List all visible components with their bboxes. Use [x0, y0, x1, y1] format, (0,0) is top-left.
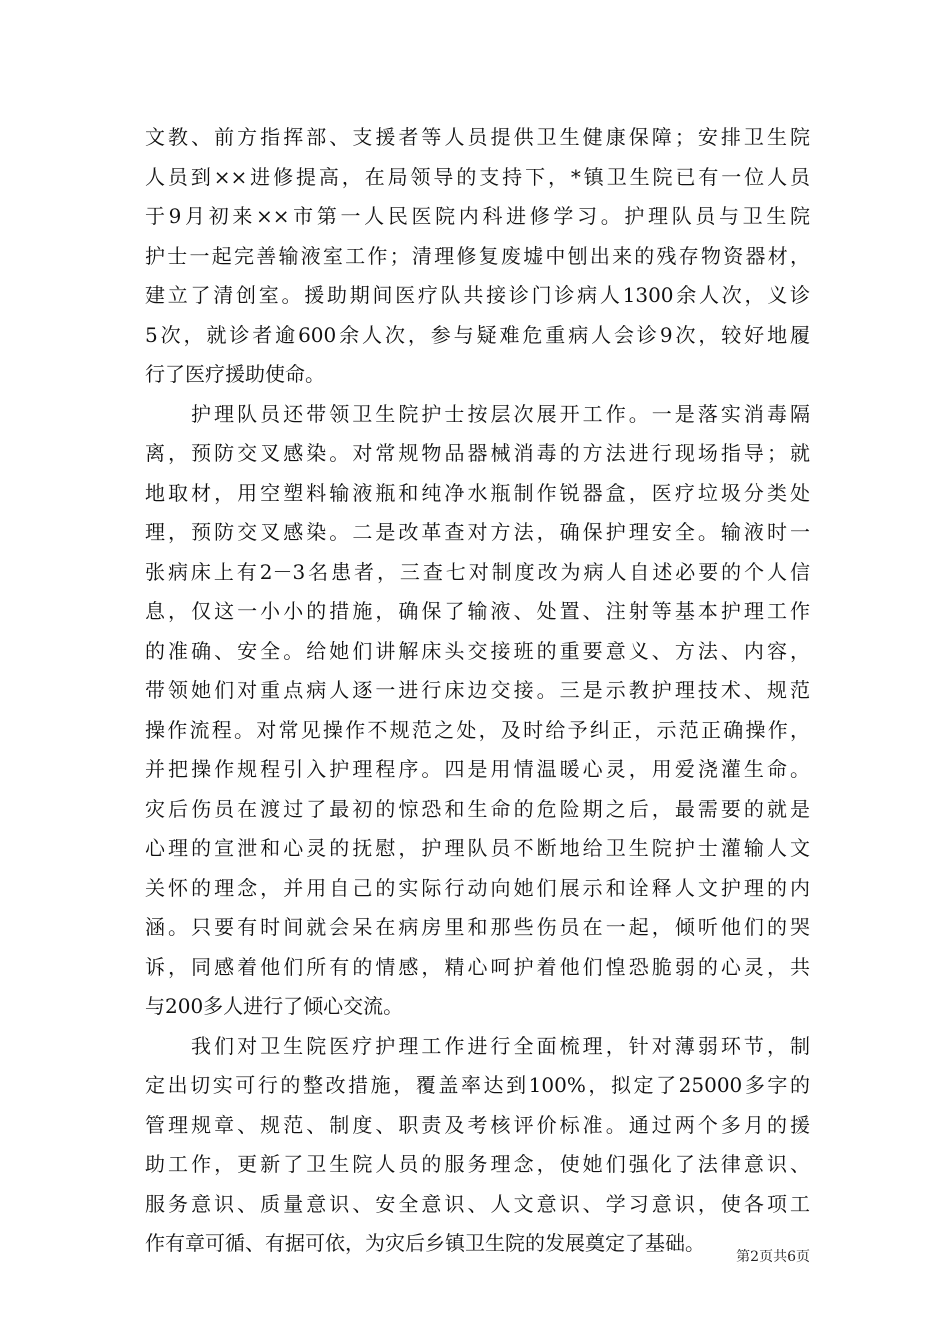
text-line: 护士一起完善输液室工作；清理修复废墟中刨出来的残存物资器材，: [145, 243, 810, 268]
paragraph-3: [145, 1027, 810, 1264]
text-line: 我们对卫生院医疗护理工作进行全面梳理，针对薄弱环节，制: [191, 1033, 810, 1058]
text-line: 定出切实可行的整改措施，覆盖率达到100%，拟定了25000多字的: [145, 1073, 810, 1097]
body-text: [145, 118, 810, 1264]
text-line: 与200多人进行了倾心交流。: [145, 994, 404, 1018]
text-line: 于9月初来××市第一人民医院内科进修学习。护理队员与卫生院: [145, 204, 810, 228]
text-line: 张病床上有2－3名患者，三查七对制度改为病人自述必要的个人信: [145, 559, 810, 584]
text-line: 操作流程。对常见操作不规范之处，及时给予纠正，示范正确操作，: [145, 717, 810, 742]
text-line: 灾后伤员在渡过了最初的惊恐和生命的危险期之后，最需要的就是: [145, 796, 810, 821]
text-line: 文教、前方指挥部、支援者等人员提供卫生健康保障；安排卫生院: [145, 125, 810, 149]
text-line: 涵。只要有时间就会呆在病房里和那些伤员在一起，倾听他们的哭: [145, 915, 810, 939]
text-line: 行了医疗援助使命。: [145, 362, 325, 386]
text-line: 人员到××进修提高，在局领导的支持下，*镇卫生院已有一位人员: [145, 164, 810, 189]
text-line: 作有章可循、有据可依，为灾后乡镇卫生院的发展奠定了基础。: [145, 1231, 705, 1255]
text-line: 地取材，用空塑料输液瓶和纯净水瓶制作锐器盒，医疗垃圾分类处: [145, 480, 810, 505]
text-line: 关怀的理念，并用自己的实际行动向她们展示和诠释人文护理的内: [145, 875, 810, 900]
text-line: 建立了清创室。援助期间医疗队共接诊门诊病人1300余人次，义诊: [145, 283, 810, 307]
text-line: 诉，同感着他们所有的情感，精心呵护着他们惶恐脆弱的心灵，共: [145, 954, 810, 979]
paragraph-2: [145, 395, 810, 1027]
text-line: 心理的宣泄和心灵的抚慰，护理队员不断地给卫生院护士灌输人文: [145, 836, 810, 860]
text-line: 理，预防交叉感染。二是改革查对方法，确保护理安全。输液时一: [145, 520, 810, 544]
page-number: 第2页共6页: [736, 1249, 810, 1265]
paragraph-1: [145, 118, 810, 395]
text-line: 带领她们对重点病人逐一进行床边交接。三是示教护理技术、规范: [145, 678, 810, 702]
text-line: 助工作，更新了卫生院人员的服务理念，使她们强化了法律意识、: [145, 1152, 810, 1176]
text-line: 离，预防交叉感染。对常规物品器械消毒的方法进行现场指导；就: [145, 441, 810, 465]
text-line: 护理队员还带领卫生院护士按层次展开工作。一是落实消毒隔: [191, 401, 810, 426]
text-line: 并把操作规程引入护理程序。四是用情温暖心灵，用爱浇灌生命。: [145, 757, 810, 781]
text-line: 5次，就诊者逾600余人次，参与疑难危重病人会诊9次，较好地履: [145, 322, 810, 347]
text-line: 的准确、安全。给她们讲解床头交接班的重要意义、方法、内容，: [145, 638, 810, 663]
text-line: 息，仅这一小小的措施，确保了输液、处置、注射等基本护理工作: [145, 599, 810, 623]
text-line: 服务意识、质量意识、安全意识、人文意识、学习意识，使各项工: [145, 1191, 810, 1216]
text-line: 管理规章、规范、制度、职责及考核评价标准。通过两个多月的援: [145, 1112, 810, 1137]
